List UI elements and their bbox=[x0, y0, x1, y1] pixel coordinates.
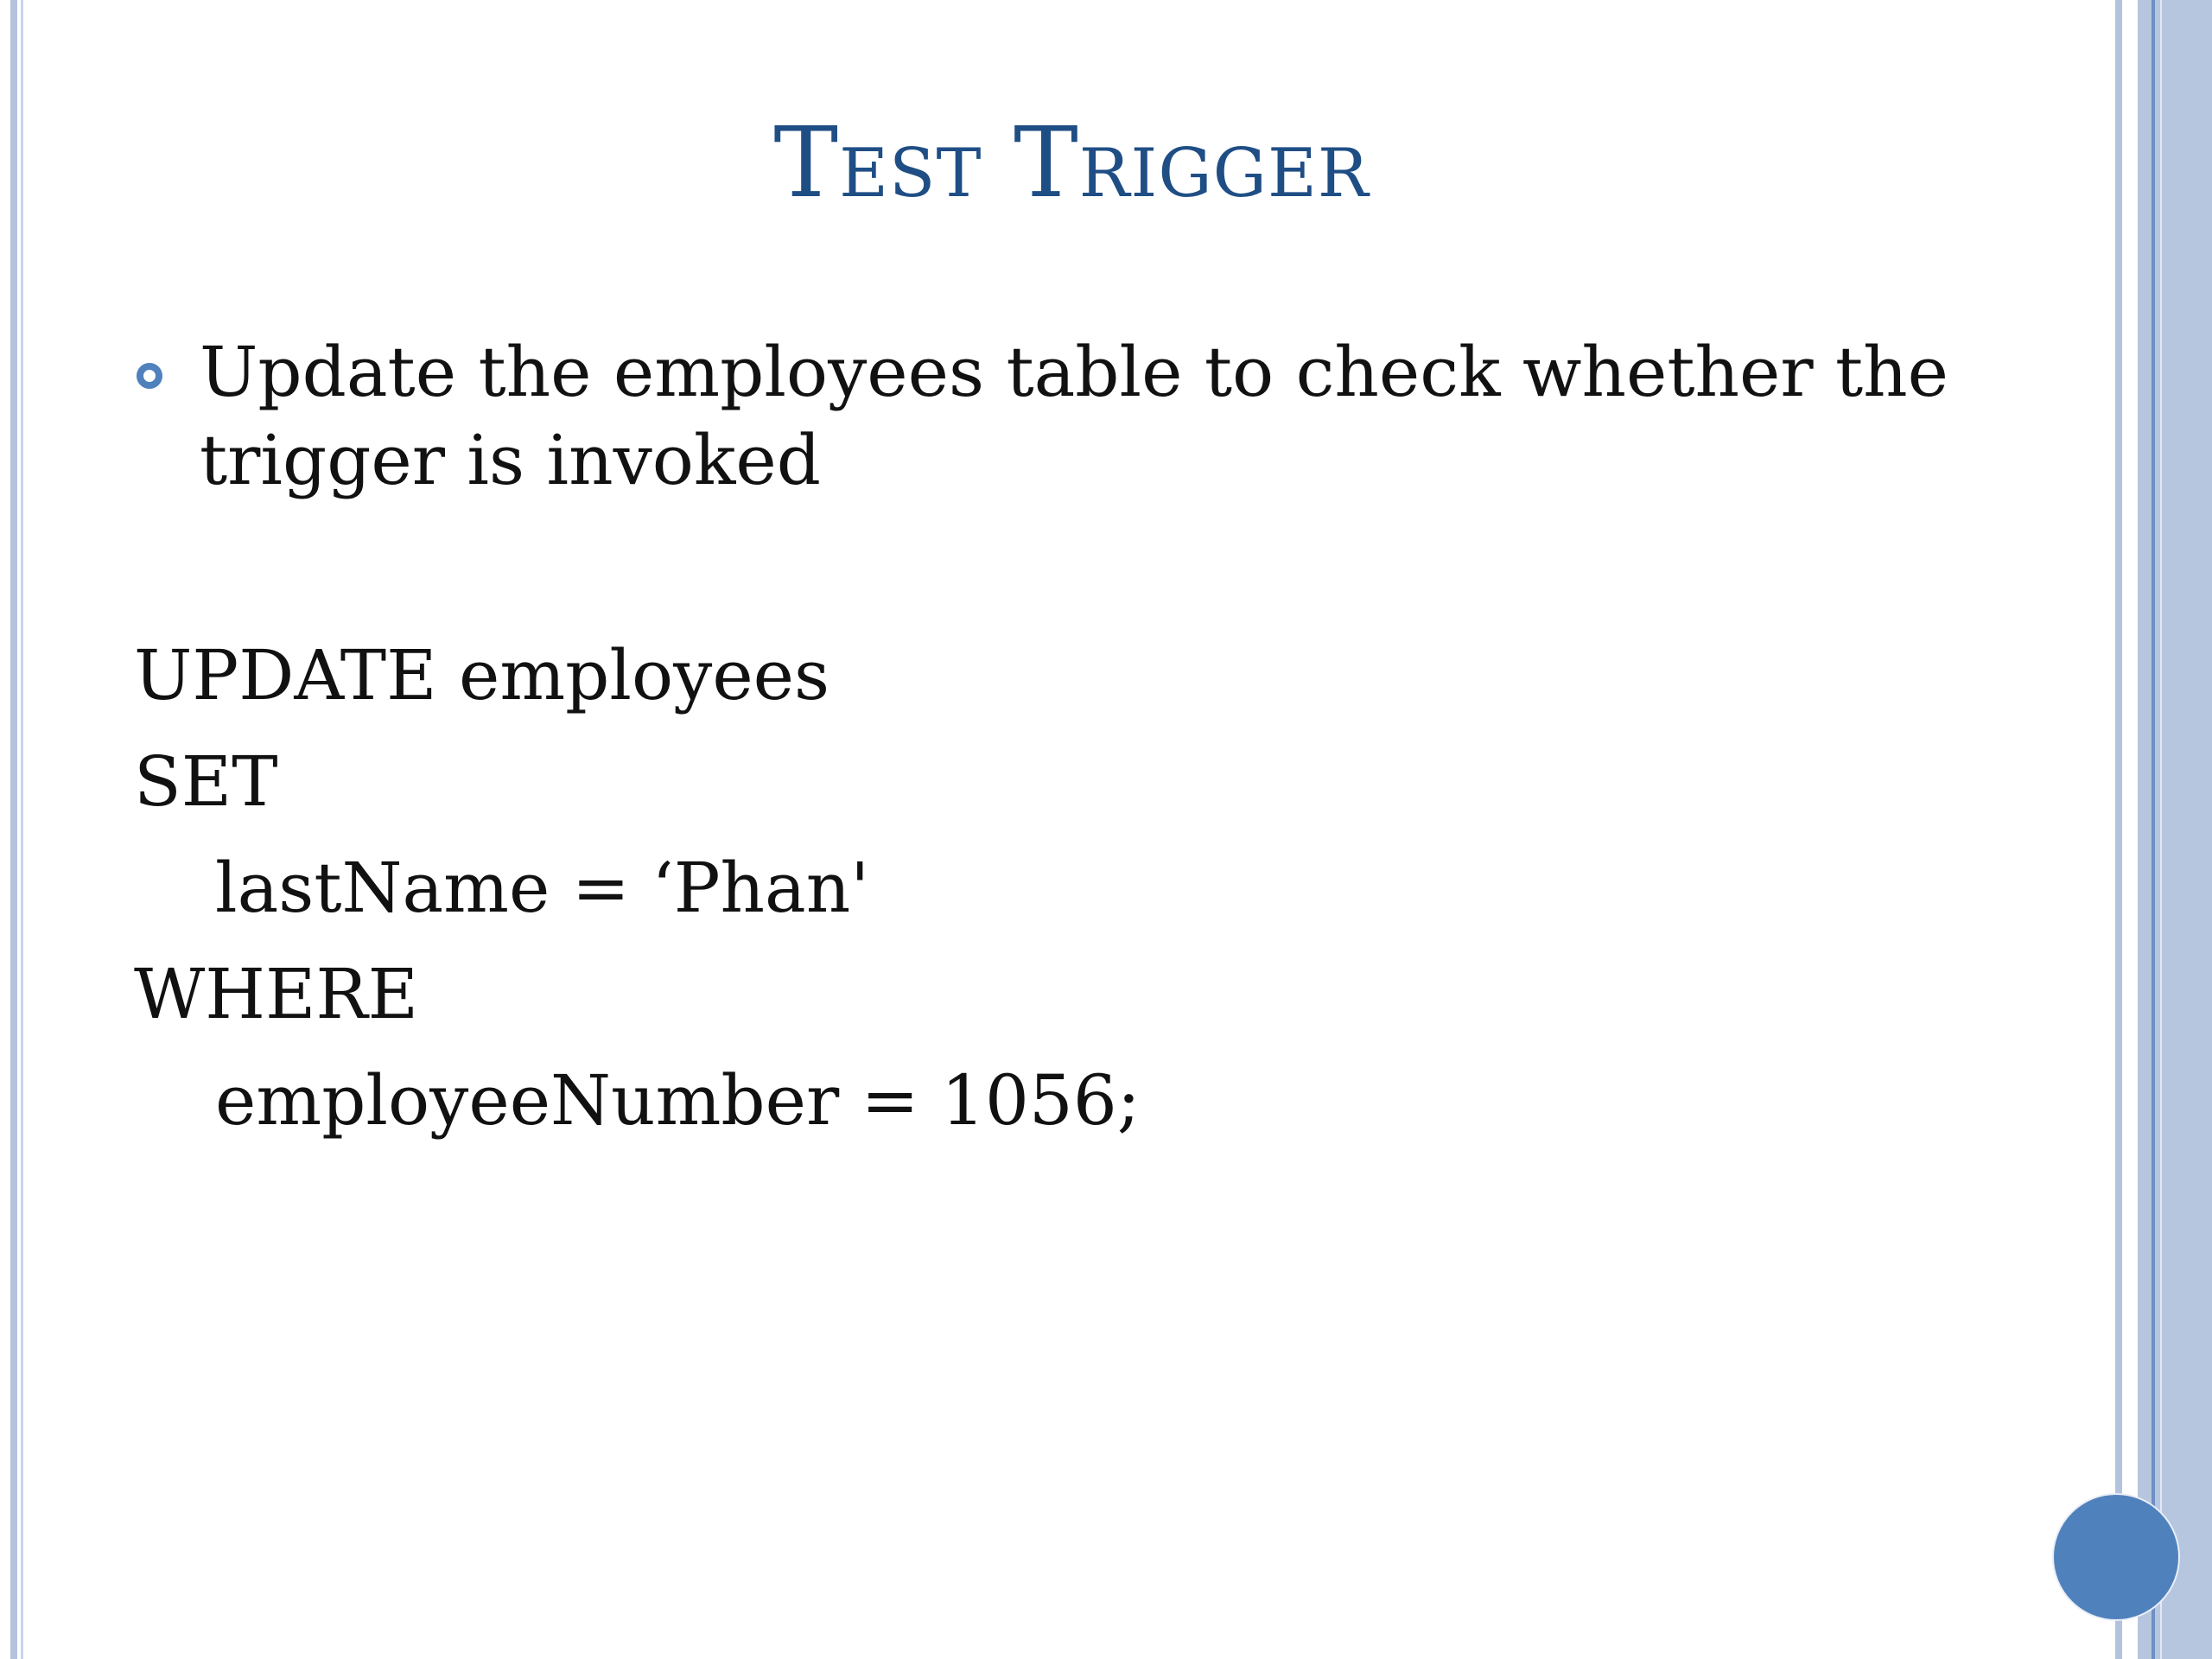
right-border-band-highlight bbox=[2160, 0, 2162, 1659]
hollow-circle-bullet-icon bbox=[137, 363, 162, 389]
right-border-line bbox=[2115, 0, 2122, 1659]
code-line: UPDATE employees bbox=[134, 635, 830, 715]
left-border-line-inner bbox=[21, 0, 23, 1659]
sql-code-block bbox=[134, 622, 1141, 1154]
code-line: WHERE bbox=[134, 954, 419, 1034]
code-line: lastName = ‘Phan' bbox=[215, 848, 870, 928]
right-border-band-line bbox=[2152, 0, 2155, 1659]
bullet-text: Update the employees table to check whether the trigger is invoked bbox=[200, 332, 1949, 500]
right-border-band bbox=[2138, 0, 2212, 1659]
code-line: employeeNumber = 1056; bbox=[215, 1060, 1141, 1141]
code-line: SET bbox=[134, 741, 278, 822]
left-border-line bbox=[10, 0, 17, 1659]
bullet-item bbox=[134, 328, 1992, 505]
corner-circle-decoration bbox=[2052, 1493, 2180, 1621]
slide-title: Test Trigger bbox=[773, 107, 1370, 219]
